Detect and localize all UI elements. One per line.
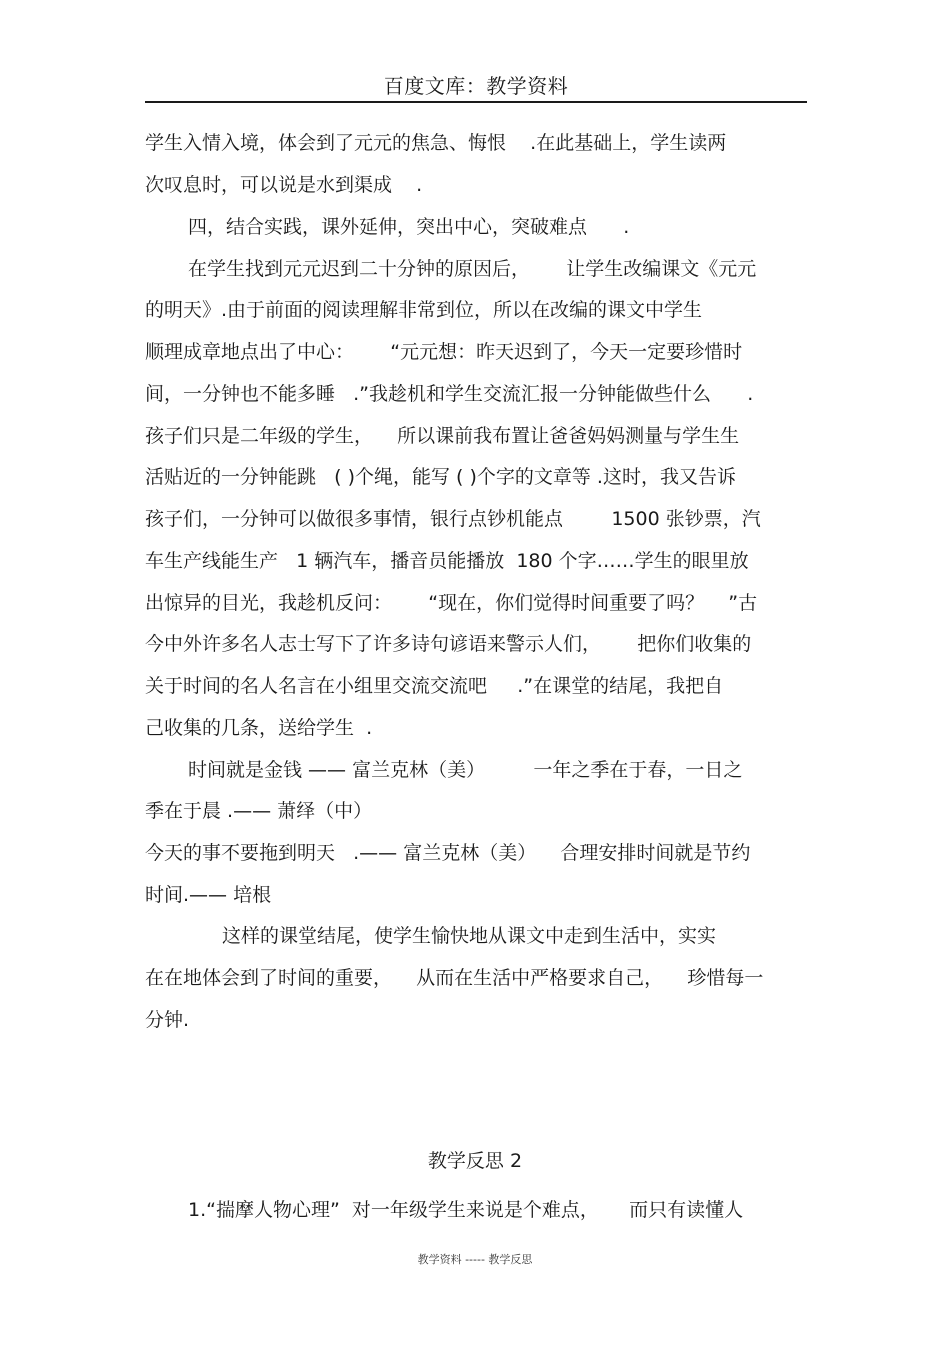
body-line: 今中外许多名人志士写下了许多诗句谚语来警示人们， 把你们收集的 bbox=[145, 633, 752, 655]
body-line: 在学生找到元元迟到二十分钟的原因后， 让学生改编课文《元元 bbox=[188, 258, 757, 280]
quote-line: 季在于晨 .—— 萧绎（中） bbox=[145, 800, 373, 822]
body-line: 分钟. bbox=[145, 1009, 190, 1031]
body-line: 在在地体会到了时间的重要， 从而在生活中严格要求自己， 珍惜每一 bbox=[145, 967, 764, 989]
body-line: 学生入情入境，体会到了元元的焦急、悔恨 .在此基础上，学生读两 bbox=[145, 132, 727, 154]
body-line: 四，结合实践，课外延伸，突出中心，突破难点 . bbox=[188, 216, 630, 238]
quote-line: 时间就是金钱 —— 富兰克林（美） 一年之季在于春，一日之 bbox=[188, 759, 743, 781]
body-line: 1.“揣摩人物心理” 对一年级学生来说是个难点， 而只有读懂人 bbox=[188, 1199, 744, 1221]
page-footer: 教学资料 ----- 教学反思 bbox=[417, 1253, 533, 1266]
body-line: 关于时间的名人名言在小组里交流交流吧 .”在课堂的结尾，我把自 bbox=[145, 675, 724, 697]
body-line: 孩子们，一分钟可以做很多事情，银行点钞机能点 1500 张钞票，汽 bbox=[145, 508, 761, 530]
body-line: 孩子们只是二年级的学生， 所以课前我布置让爸爸妈妈测量与学生生 bbox=[145, 425, 740, 447]
body-line: 活贴近的一分钟能跳 ( )个绳，能写 ( )个字的文章等 .这时，我又告诉 bbox=[145, 466, 736, 488]
header-divider bbox=[145, 101, 807, 103]
body-line: 顺理成章地点出了中心： “元元想：昨天迟到了，今天一定要珍惜时 bbox=[145, 341, 743, 363]
body-line: 这样的课堂结尾，使学生愉快地从课文中走到生活中，实实 bbox=[222, 925, 717, 947]
body-line: 己收集的几条，送给学生 . bbox=[145, 717, 373, 739]
section-heading: 教学反思 2 bbox=[427, 1150, 523, 1172]
body-line: 出惊异的目光，我趁机反问： “现在，你们觉得时间重要了吗？ ”古 bbox=[145, 592, 758, 614]
quote-line: 时间.—— 培根 bbox=[145, 884, 272, 906]
body-line: 的明天》.由于前面的阅读理解非常到位，所以在改编的课文中学生 bbox=[145, 299, 703, 321]
body-line: 间，一分钟也不能多睡 .”我趁机和学生交流汇报一分钟能做些什么 . bbox=[145, 383, 754, 405]
body-line: 车生产线能生产 1 辆汽车，播音员能播放 180 个字……学生的眼里放 bbox=[145, 550, 749, 572]
page-header-title: 百度文库：教学资料 bbox=[383, 74, 569, 98]
quote-line: 今天的事不要拖到明天 .—— 富兰克林（美） 合理安排时间就是节约 bbox=[145, 842, 751, 864]
body-line: 次叹息时，可以说是水到渠成 . bbox=[145, 174, 423, 196]
